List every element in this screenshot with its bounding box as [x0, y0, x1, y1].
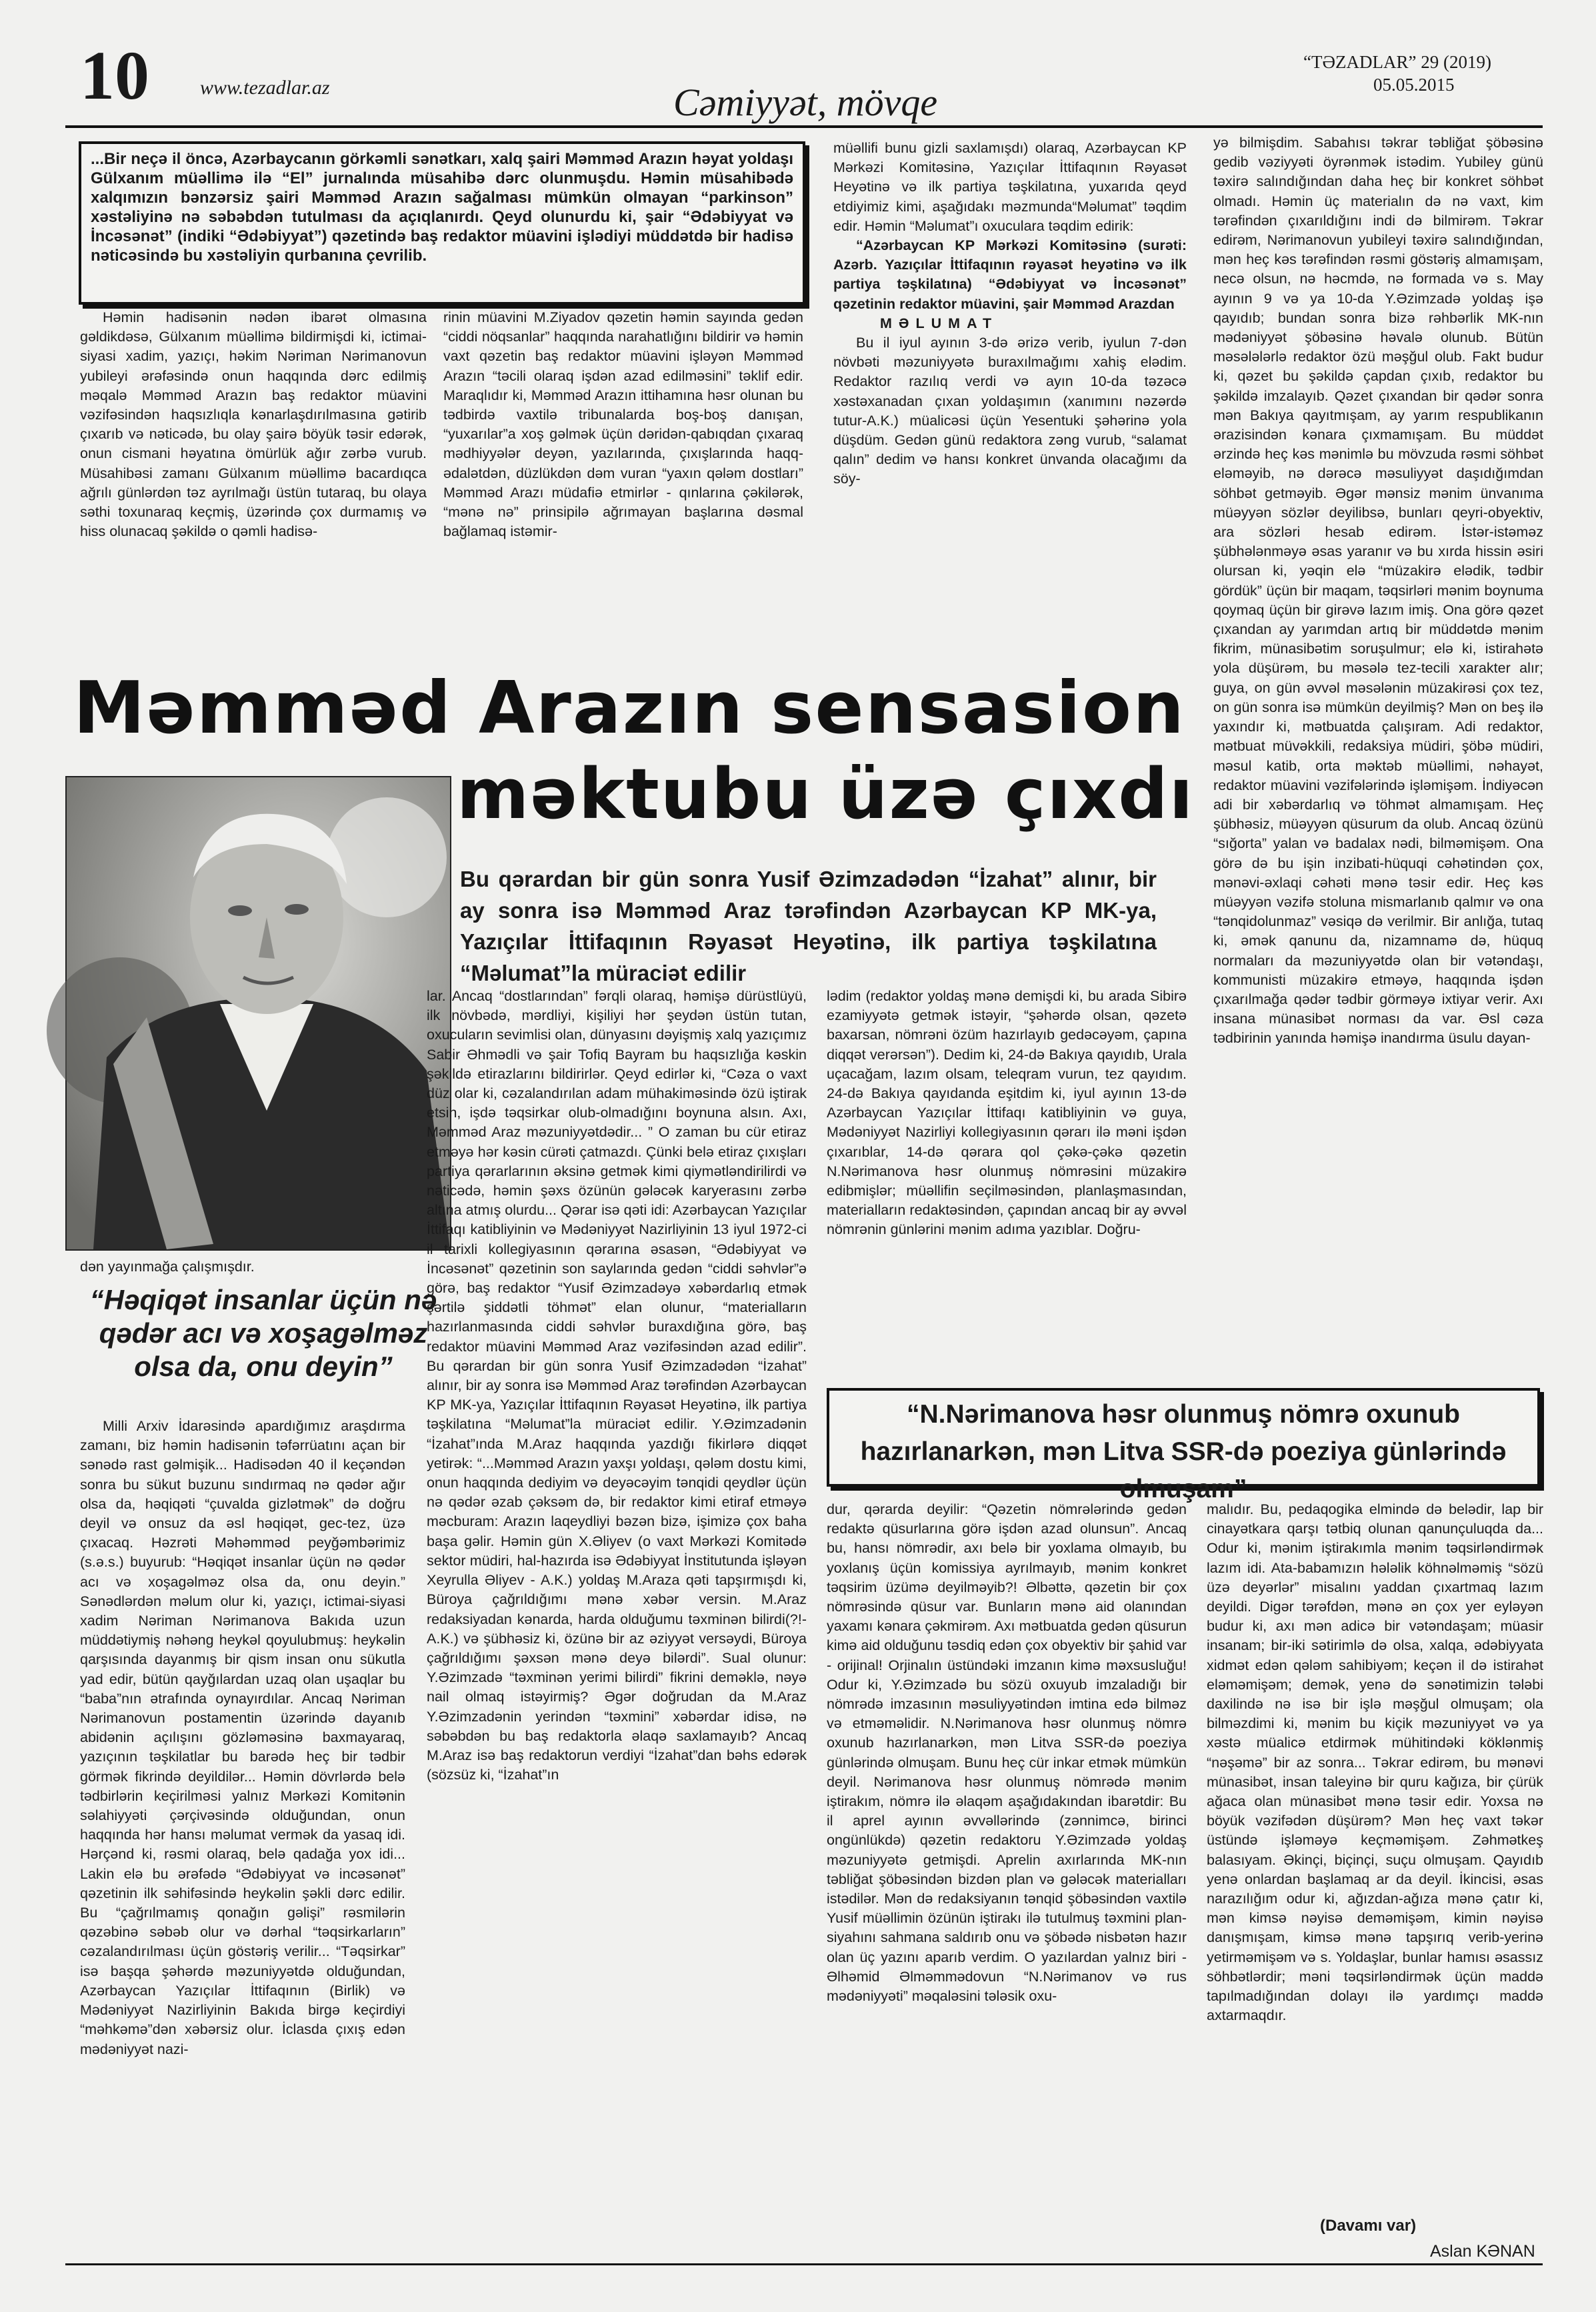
column-text: rinin müavini M.Ziyadov qəzetin həmin sayında gedən “ciddi nöqsanlar” haqqında narahatlığını bildirir və həmin vaxt qəzetin baş redaktor müavini işləyən Məmməd Arazın “təcili olaraq işdən azad edilməsini” təklif edir. Maraqlıdır ki, Məmməd Arazın ittihamına həsr olunan bu tədbirdə vaxtilə tribunalarda boş-boş danışan, “yuxarılar”a xoş gəlmək üçün dəridən-qabıqdan çıxaraq mədhiyyələr deyən, yazılarında, çıxışlarında haqq-ədalətdən, düzlükdən dəm vuran “yaxın qələm dostları” Məmməd Arazı müdafiə etmirlər - qınlarına çəkilərək, “mənə nə” prinsipilə ağrımayan başlarına dəsmal bağlamaq istəmir- — [443, 309, 803, 540]
letter-address: “Azərbaycan KP Mərkəzi Komitəsinə (surəti: Azərb. Yazıçılar İttifaqının rəyasət heyətinə və ilk partiya təşkilatına) “Ədəbiyyat və İncəsənət” qəzetinin redaktor müavini, şair Məmməd Arazdan — [833, 237, 1187, 312]
portrait-photo — [65, 776, 451, 1251]
author-byline: Aslan KƏNAN — [1430, 2242, 1535, 2261]
issue-number: “TƏZADLAR” 29 (2019) — [1303, 52, 1491, 72]
column-text: Həmin hadisənin nədən ibarət olmasına gəldikdəsə, Gülxanım müəllimə bildirmişdi ki, ictimai-siyasi xadim, yazıçı, həkim Nəriman Nərimanovun yubileyi ərəfəsində onun haqqında dərc edilmiş məqalə Məmməd Arazın baş redaktor müavini vəzifəsindən haqsızlıqla kənarlaşdırılmasına gətirib çıxarıb və nəticədə, bu olay şairə böyük təsir edərək, onun cismani həyatına ömürlük ağır zərbə vurub. Müsahibəsi zamanı Gülxanım müəllimə bacardıqca ağrılı günlərdən təz ayrılmağı üstün tutaraq, bu olaya səthi toxunaraq keçmiş, üzərində çox durmamış və hiss olunacaq şəkildə o qəmli hadisə- — [80, 309, 427, 540]
column-text: Bu il iyul ayının 3-də ərizə verib, iyulun 7-dən növbəti məzuniyyətə buraxılmağımı xahiş elədim. Redaktor razılıq verdi və ayın 10-da təzəcə xəstəxanadan çıxan yoldaşımın (xanımını nəzərdə tutur-A.K.) müalicəsi üçün Yesentuki şəhərinə yola düşdüm. Gedən günü redaktora zəng vurub, “salamat qalın” dedim və hansı konkret ünvanda olacağımı da söy- — [833, 335, 1187, 487]
page-number: 10 — [80, 37, 149, 114]
column-text: dur, qərarda deyilir: “Qəzetin nömrələrində gedən redaktə qüsurlarına görə işdən azad olunsun”. Ancaq bu, hansı nömrədir, axı belə bir yoxlama olmayıb, bu yoxlanış üçün komissiya ayrılmayıb, mənim konkret təqsirim üzümə deyilməyib?! Əlbəttə, qəzetin bir çox nömrəsində qüsur var. Bunların mənə aid olanından yaxamı kənara çəkmirəm. Axı mətbuatda gedən qüsurun kimə aid olduğunu təsdiq edən çox obyektiv bir şahid var - orijinal! Orjinalın üstündəki imzanın kimə məxsusluğu! Odur ki, Y.Əzimzadə bu sözü oxuyub imzaladığı bir nömrədə imzasının məsuliyyətindən imtina edə bilməz və etməməlidir. N.Nərimanova həsr olunmuş nömrə oxunub hazırlanarkən, mən Litva SSR-də poeziya günlərində olmuşam. Bunu heç cür inkar etmək mümkün deyil. Nərimanova həsr olunmuş nömrədə mənim iştirakım, nömrə ilə əlaqəm aşağıdakından ibarətdir: Bu il aprel ayının əvvəllərində (zənnimcə, birinci ongünlükdə) qəzetin redaktoru Y.Əzimzadə yoldaş məzuniyyətə getmişdi. Aprelin axırlarında MK-nın təbliğat şöbəsindən bizdən plan və gələcək materialları istədilər. Mən də redaksiyanın tənqid şöbəsindən vaxtilə Yusif müəllimin özünün iştirakı ilə tutulmuş təxmini plan-siyahını sahmana saldırıb onu və şöbədə nisbətən hazır olan üç yazını aparıb verdim. O yazılardan yalnız biri - Əlhəmid Əlməmmədovun “N.Nərimanov və rus mədəniyyəti” məqaləsini təlәsik oxu- — [827, 1501, 1187, 2005]
article-column-mid-2-top — [827, 987, 1187, 1380]
article-column-top-2 — [443, 308, 803, 645]
column-text: yə bilmişdim. Sabahısı təkrar təbliğat şöbəsinə gedib vəziyyəti öyrənmək istədim. Yubiley günü təxirə salındığından daha heç bir konkret söhbət olmadı. Həmin üç materialın də nə vaxt, kim tərəfindən çıxarıldığını indi də bilmirəm. Təkrar edirəm, Nərimanovun yubileyi təxirə salındığından, mən heç kəs tərəfindən rəsmi göstəriş almamışam, necə olsun, nə həcmdə, nə formada və s. May ayının 9 və ya 10-da Y.Əzimzadə yoldaş işə qayıdıb; bundan sonra bizə rəhbərlik MK-nın mədəniyyət şöbəsinə həvalə olunub. Bütün məsələlərlə redaktor özü məşğul olub. Fakt budur ki, qəzet bu şəkildə çapdan çıxıb, redaktor bu şəkildə imzalayıb. Qəzet çıxandan bir qədər sonra mən Bakıya qayıtmışam, ay yarım respublikanın ərazisindən kənara çıxmamışam. Bu müddət ərzində heç kəs mənimlə bu mövzuda rəsmi söhbət eləməyib, nə dərəcə məsuliyyət daşıdığımdan söhbət getməyib. Əgər mənsiz mənim ünvanıma müəyyən sözlər deyilibsə, bunları qeyri-obyektiv, ara sözləri hesab edirəm. İstər-istəməz şübhələnməyə əsas yaranır və bu xırda hissin əsiri olursan ki, yəqin elə “müzakirə elədik, tədbir gördük” üçün bir maqam, təqsirləri mənim boynuma qoymaq üçün bir girəvə lazım imiş. Ona görə qəzet çıxandan ay yarımdan artıq bir müddətdə mənim fikrim, münasibətim soruşulmur; elə ki, istirahətə yola düşürəm, bu məsələ tez-tecili xarakter alır; guya, on gün əvvəl məsələnin müzakirəsi çox tez, on gün sonra isə mümkün deyilmiş? Mən on beş ilə yaxındır ki, mətbuatda çalışıram. Adi redaktor, mətbuat müvəkkili, redaksiya müdiri, şöbə müdiri, məsul katib, orta məktəb müəllimi, nəhayət, redaktor müavini vəzifələrində işləmişəm. İndiyəcən adi bir xəbərdarlıq və töhmət almamışam. Heç şübhəsiz, müəyyən qüsurum da olub. Ancaq özünü “sığorta” yalan və badalax nədi, bilməmişəm. Ona görə də bu işin inzibati-hüquqi cəhətindən çox, mənəvi-əxlaqi cəhəti mənə təsir edir. Heç kəs müəyyən vəzifə stoluna mismarlanıb qalmır və ona “tənqidolunmaz” vəsiqə də verilmir. Bir anlığa, tutaq ki, əmək qanunu da, nizamnamə də, hüquq normaları da məzuniyyətdə olan bir vətəndaşı, kommunisti müzakirə etməyə, haqqında işdən çıxarılmağa qədər tədbir görməyə ixtiyar verir. Axı insana münasibət norması da var. Əsl cəza tədbirinin yanında həmişə inandırma üsulu dayan- — [1213, 135, 1543, 1047]
article-column-left-bottom — [80, 1417, 405, 2230]
column-text: Milli Arxiv İdarəsində apardığımız araşdırma zamanı, biz həmin hadisənin təfərrüatını açan bir sənədə rast gəlmişik... Hadisədən 40 il keçəndən sonra bu sükut buzunu sındırmaq nə qədər ağır olsa da, həqiqəti “çuvalda gizlətmək” də doğru deyil və onsuz da əsl həqiqət, gec-tez, üzə çıxacaq. Həzrəti Məhəmməd peyğəmbərimiz (s.ə.s.) buyurub: “Həqiqət insanlar üçün nə qədər acı və xoşagəlməz olsa da, onu deyin.” Sənədlərdən məlum olur ki, yazıçı, ictimai-siyasi xadim Nəriman Nərimanova Bakıda uzun müddətiymiş nəhəng heykəl qoyulubmuş: heykəlin qarşısında dayanmış bir qism insan onu sükutla yad edir, bütün qayğılardan uzaq olan uşaqlar bu “baba”nın ətrafında oynayırdılar. Ancaq Nəriman Nərimanovun postamentin üzərində dayanıb abidənin açılışını gözləməsinə baxmayaraq, yazıçının təşkilatlar bu barədə heç bir tədbir görmək fikrində deyildilər... Həmin dövrlərdə belə tədbirlərin keçirilməsi yalnız Mərkəzi Komitənin səlahiyyəti çərçivəsində olduğundan, onun haqqında hər hansı məlumat vermək da yasaq idi. Hərçənd ki, rəsmi olaraq, belə qadağa yox idi... Lakin elə bu ərəfədə “Ədəbiyyat və incəsənət” qəzetinin ilk səhifəsində heykəlin şəkli dərc edilir. Bu “çağrılmamış qonağın gəlişi” rəsmilərin qəzəbinə səbəb olur və dərhal “təqsirkarların” cəzalandırılması üçün göstəriş verilir... “Təqsirkar” isə başqa şəhərdə məzuniyyətdə olduğundan, Azərbaycan Yazıçılar İttifaqının (Birlik) və Mədəniyyət Nazirliyinin Bakıda birgə keçirdiyi “məhkəmə”dən xəbərsiz olur. İclasda çıxış edən mədəniyyət nazi- — [80, 1418, 405, 2057]
article-deck: Bu qərardan bir gün sonra Yusif Əzimzadədən “İzahat” alınır, bir ay sonra isə Məmməd Araz tərəfindən Azərbaycan KP MK-ya, Yazıçılar İttifaqının Rəyasət Heyətinə, ilk partiya təşkilatına “Məlumat”la müraciət edilir — [460, 867, 1157, 985]
article-column-mid-2-bottom — [827, 1500, 1187, 2227]
letter-title: MƏLUMAT — [880, 315, 999, 331]
intro-box: ...Bir neçə il öncə, Azərbaycanın görkəmli sənətkarı, xalq şairi Məmməd Arazın həyat yoldaşı Gülxanım müəllimə ilə “El” jurnalında müsahibə dərc olunmuşdu. Həmin müsahibədə xalqımızın bənzərsiz şairi Məmməd Arazın sağalması mümkün olmayan “parkinson” xəstəliyinə nə səbəbdən tutulması da açıqlanırdı. Qeyd olunurdu ki, şair “Ədəbiyyat və İncəsənət” (indiki “Ədəbiyyat”) qəzetində baş redaktor müavini işlədiyi müddətdə bir hadisə nəticəsində bu xəstəliyin qurbanına çevrilib. — [79, 141, 805, 305]
photo-caption: dən yayınmağa çalışmışdır. — [80, 1259, 255, 1275]
section-title: Cəmiyyət, mövqe — [673, 81, 938, 124]
article-column-mid-1 — [427, 987, 807, 2227]
headline-line-2: məktubu üzə çıxdı — [457, 753, 1195, 835]
quote-subheading: “Həqiqət insanlar üçün nə qədər acı və xoşagəlməz olsa da, onu deyin” — [89, 1284, 437, 1382]
column-text: malıdır. Bu, pedaqogika elmində də belədir, lap bir cinayətkara qarşı tətbiq olunan qanunçuluqda da... Odur ki, mənim iştirakımla mənim təqsirləndirmək lazım idi. Ata-babamızın hələlik köhnəlməmiş “sözü üzə deyərlər” misalını yaddan çıxartmaq lazım deyildi. Digər tərəfdən, mənə ən çox yer eyləyən budur ki, axı mən adicə bir vətəndaşam; müasir insanam; bir-iki sətirimlə də olsa, xalqa, ədəbiyyata xidmət edən qələm sahibiyəm; keçən il də istirahət eləməmişəm; demək, yenə də sənətimizin tələbi daxilində nə isə bir işlə məşğul olmuşam; ola bilməzdimi ki, mənim bu kiçik məzuniyyət və ya xəstə müalicə etdirmək mühitindəki köklənmiş “nəşəmə” bir az sonra... Təkrar edirəm, bu mənəvi münasibət, insan taleyinə bir quru kağıza, bir çürük ağaca olan münasibət mənə təsir edir. Yoxsa nə böyük vəzifədən düşürəm? Mən heç vaxt təkər üstündə işləməyə keçməmişəm. Zəhmətkeş balasıyam. Əkinçi, biçinçi, suçu olmuşam. Qayıdıb yenə onlardan başlamaq ar da deyil. İkincisi, əsas narazılığım odur ki, ağızdan-ağıza mənə çatır ki, mən kimsə nəyisə deməmişəm, kimin nəyisə danışmışam, kimsə mənə tapşırıq verib-yerinə yetirməmişəm və s. Yoldaşlar, bunlar hamısı əsassız söhbətlərdir; məni təqsirləndirmək üçün maddə tapılmadığından dolayı ilə yardımçı maddə axtarmaqdır. — [1207, 1501, 1543, 2024]
masthead-rule — [65, 125, 1543, 128]
website-url[interactable]: www.tezadlar.az — [200, 77, 330, 99]
footer-rule — [65, 2263, 1543, 2265]
article-column-right — [1213, 133, 1543, 1377]
article-column-top-3 — [833, 139, 1187, 645]
headline-line-1: Məmməd Arazın sensasion — [73, 667, 1186, 750]
column-text: müəllifi bunu gizli saxlamışdı) olaraq, Azərbaycan KP Mərkəzi Komitəsinə, Yazıçılar İttifaqının Rəyasət Heyətinə və ilk partiya təşkilatına, yuxarıda qeyd etdiyimiz kimi, aşağıdakı məzmunda“Məlumat” təqdim edir. Həmin “Məlumat”ı oxuculara təqdim edirik: — [833, 140, 1187, 234]
article-column-top-1 — [80, 308, 427, 645]
column-text: lar. Ancaq “dostlarından” fərqli olaraq, həmişə dürüstlüyü, ilk növbədə, mərdliyi, kişiliyi hər şeydən üstün tutan, oxucuların sevimlisi olan, dünyasını dəyişmiş xalq yazıçımız Sabir Əhmədli və şair Tofiq Bayram bu haqsızlığa kəskin şəkildə etirazlarını bildirirlər. Qeyd edirlər ki, “Cəza o vaxt düz olar ki, cəzalandırılan adam mühakiməsində özü iştirak etsin, işdə təqsirkar olub-olmadığını boynuna alsın. Axı, Məmməd Araz məzuniyyətdədir... ” O zaman bu cür etiraz etməyə hər kəsin cürəti çatmazdı. Çünki belə etiraz çıxışları partiya qərarlarının əksinə getmək kimi qiymətləndirilirdi və nəticədə, həmin şəxs özünün gələcək karyerasını zərbə altına atmış olurdu... Qərar isə qəti idi: Azərbaycan Yazıçılar İttifaqı katibliyinin və Mədəniyyət Nazirliyinin 13 iyul 1972-ci il tarixli kollegiyasının qərarına əsasən, “Ədəbiyyat və İncəsənət” qəzetinin son saylarında gedən “ciddi səhvlər”ə görə, baş redaktor “Yusif Əzimzadəyə xəbərdarlıq etmək şərtilə şiddətli töhmət” elan olunur, “materialların hazırlanmasında ciddi səhvlər buraxdığına görə, baş redaktor müavini Məmməd Araz vəzifəsindən azad edilir”. Bu qərardan bir gün sonra Yusif Əzimzadədən “İzahat” alınır, bir ay sonra isə Məmməd Araz tərəfindən Azərbaycan KP MK-ya, Yazıçılar İttifaqının Rəyasət Heyətinə, ilk partiya təşkilatına “Məlumat”la müraciət edilir. Y.Əzimzadənin “İzahat”ında M.Araz haqqında yazdığı fikirlərə diqqət yetirək: “...Məmməd Arazın yaxşı yoldaşı, qələm dostu kimi, onun haqqında dediyim və deyəcəyim tənqidi qeydlər üçün nə qədər əzab çəksəm də, bir redaktor kimi etiraf etməyə məcburam: Arazın laqeydliyi bəzən bizə, işimizə çox baha başa gəlir. Həmin gün X.Əliyev (o vaxt Mərkəzi Komitədə sektor müdiri, hal-hazırda isə Ədəbiyyat İnstitutunda işləyən Xeyrulla Əliyev - A.K.) yoldaş M.Araza qəti tapşırmışdı ki, Büroya çağrıldığımı mənə xəbər versin. M.Araz redaksiyadan kənarda, harda olduğumu təxminən bilirdi(?!-A.K.) və şübhəsiz ki, özünə bir az əziyyət versəydi, Büroya çağrıldığımı şəxsən mənə deyə bilərdi”. Sual olunur: Y.Əzimzadə “təxminən yerimi bilirdi” fikrini deməklə, nəyə nail olmaq istəyirmiş? Əgər doğrudan da M.Araz Y.Əzimzadənin yerindən “təxmini” xəbərdar idisə, nə səbəbdən bu baş redaktorla əlaqə saxlamayıb? Ancaq M.Araz isə baş redaktorun verdiyi “İzahat”dan bəhs edərək (sözsüz ki, “İzahat”ın — [427, 988, 807, 1783]
pull-quote-box: “N.Nərimanova həsr olunmuş nömrə oxunub hazırlanarkən, mən Litva SSR-də poeziya günlərində olmuşam” — [827, 1388, 1540, 1487]
continued-note: (Davamı var) — [1320, 2217, 1417, 2235]
column-text: lədim (redaktor yoldaş mənə demişdi ki, bu arada Sibirə ezamiyyətə getmək istəyir, “şəhərdə olsan, qəzetə baxarsan, nömrəni özüm hazırlayıb gedəcəyəm, çapına diqqət verərsən”). Dedim ki, 24-də Bakıya qayıdıb, Uralа uçacağam, lazım olsam, teleqram vurun, tez qayıdım. 24-də Bakıya qayıdandа eşitdim ki, iyul ayının 13-də Azərbaycan Yazıçılar İttifaqı katibliyinin və guya, Mədəniyyət Nazirliyi kollegiyasının qərarı ilə məni işdən çıxarıblar, 14-də qərarа qol çəkə-çəkə qəzetin N.Nərimanova həsr olunmuş nömrəsini müzakirə edibmişlər; müəllifin seçilməsindən, planlaşmasından, materialların redaktəsindən, çapından ancaq bir ay əvvəl nömrənin günlərini mənim adıma yazıblar. Doğru- — [827, 988, 1187, 1238]
article-column-right-bottom — [1207, 1500, 1543, 2207]
issue-date: 05.05.2015 — [1373, 75, 1455, 95]
